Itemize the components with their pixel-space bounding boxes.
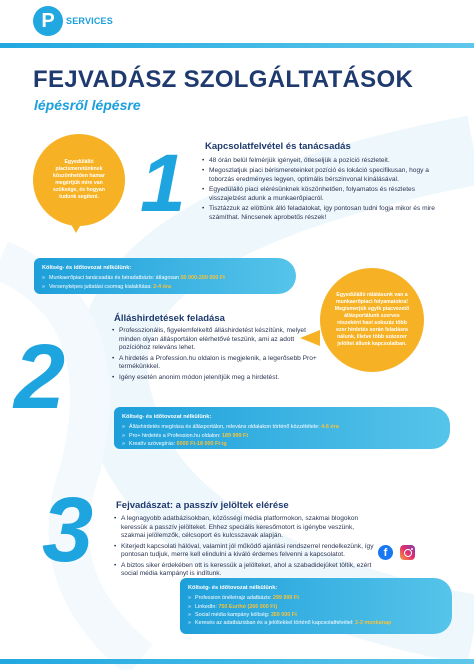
cost-row-label: Social média kampány költség: [195,611,271,618]
cost-row [42,283,288,291]
logo [33,6,63,36]
cost-row-value: 6000 Ft-18 000 Ft-ig [176,440,227,447]
cost-row-value: 299 999 Ft [272,595,299,602]
cost-box-1 [34,258,296,294]
cost-row-value: 189 999 Ft [222,432,249,439]
section-2-list [112,327,322,384]
info-bubble-2-text: Egyedülálló rálátásunk van a munkaerőpiaci folyamatokra! Megismerjük egyik piacvezető állásportálunk szerves részeként havi sokszáz több ezer hirdetés során feladásra nálunk, illetve több százezer jelöltet állunk kapcsolatban. [334,291,410,348]
page-subtitle: lépésről lépésre [34,97,141,113]
cost-row-value: 50 000-250 000 Ft [180,275,225,282]
section-1-list [202,157,442,224]
list-item: • Kiterjedt kapcsolati hálóval, valamint jól működő ajánlási rendszerrel rendelkezünk, így pontosan tudjuk, merre kell elindulni a kiváló érdemes felvenni a kapcsolatot. [114,543,376,560]
cost-row-label: Versenyképes juttatási csomag kialakítása: [49,283,154,290]
cost-row-label: LinkedIn: [195,603,219,610]
cost-row [122,423,442,431]
cost-box-1-heading: Költség- és időtovozat nélkülünk: [42,265,132,271]
cost-row-value: 4-6 óra [321,424,339,431]
list-item: • A biztos siker érdekében ott is keressük a jelölteket, ahol a szabadidejüket töltik, ezért social média kampányt is indítunk. [114,562,376,579]
list-item: • A hirdetés a Profession.hu oldalon is megjelenik, a legerősebb Pro+ termékünkkel. [112,355,322,372]
cost-row-value: 350 000 Ft [270,611,297,618]
bottom-band [0,659,474,664]
section-1-title: Kapcsolatfelvétel és tanácsadás [205,141,351,152]
list-item: • Tisztázzuk az elöttünk álló feladatokat, így pontosan tudni fogja mikor és mire számíthat. Nincsenek aprobetűs részek! [202,205,442,222]
step-number-1: 1 [140,138,186,229]
brand-name: SERVICES [66,16,113,26]
list-item: • Egyedülálló piaci elérésünknek köszönhetően, folyamatos és részletes visszajelzést adunk a munkaerőpiacról. [202,186,442,203]
list-item: • 48 órán belül felmérjük igényeit, ötleseljük a pozíció részleteit. [202,157,442,166]
info-bubble-2 [320,268,424,372]
cost-row [188,603,444,611]
list-item: • A legnagyobb adatbázisokban, közösségi média platformokon, szakmai blogokon keressük a passzív jelölteket. Ehhez speciális keresőmotort is igénybe veszünk, szakmai jelölemzők, célcsoport és kulcsszavak alapján. [114,515,376,541]
cost-row-value: 2-3 munkanap [355,619,392,626]
info-bubble-1-tail [68,219,84,233]
cost-row [122,432,442,440]
cost-box-2 [114,407,450,449]
top-band [0,43,474,48]
step-number-3: 3 [42,479,94,581]
cost-row-label: Profession önéletrajz adatbázis: [195,595,273,602]
section-2-title: Álláshirdetések feladása [114,313,225,324]
step-number-2: 2 [14,326,66,428]
cost-row-label: Kreatív szövegírás: [129,440,177,447]
cost-row [122,440,442,448]
page-title: FEJVADÁSZ SZOLGÁLTATÁSOK [33,66,414,93]
cost-row [188,611,444,619]
cost-row [42,274,288,282]
list-item: • Megoszlatjuk piaci bérismereteinket pozíció és lokáció specifikusan, hogy a toborzás eredményes legyen, optimális bérszinvonal kínálásával. [202,167,442,184]
facebook-icon: f [378,545,393,560]
cost-box-2-heading: Költség- és időtovozat nélkülünk: [122,414,212,420]
cost-row-label: Keresés az adatbázisban és a jelöltekkel történő kapcsolatfelvétel: [195,619,356,626]
list-item: • Professzionális, figyelemfelkeltő álláshirdetést készítünk, melyet minden olyan állásportálon elérhetővé teszünk, ami az adott pozícióhoz releváns lehet. [112,327,322,353]
cost-row-label: Álláshirdetés megírása és állásportálon, releváns oldalakon történő közzététele: [129,424,322,431]
logo-letter: P [41,10,55,32]
info-bubble-1 [33,134,125,226]
cost-row-label: Pro+ hirdetés a Profession.hu oldalon: [129,432,223,439]
instagram-icon [400,545,415,560]
cost-row-value: 750 Eur/hó (266 000 Ft) [218,603,278,610]
section-3-list [114,515,376,580]
list-item: • Igény esetén anonim módon jelenítjük meg a hirdetést. [112,374,322,383]
cost-row-label: Munkaerőpiaci tanácsadás és béradatbázis: átlagosan [49,275,181,282]
cost-row [188,619,444,627]
cost-row-value: 2-4 óra [153,283,171,290]
section-3-title: Fejvadászat: a passzív jelöltek elérése [116,500,289,511]
info-bubble-1-text: Egyedülálló piacismeretünknek köszönhetően hamar megértjük mire van szüksége, és hogyan tudunk segíteni. [53,158,105,201]
cost-row [188,594,444,602]
cost-box-3-heading: Költség- és időtovozat nélkülünk: [188,585,278,591]
cost-box-3 [180,578,452,634]
